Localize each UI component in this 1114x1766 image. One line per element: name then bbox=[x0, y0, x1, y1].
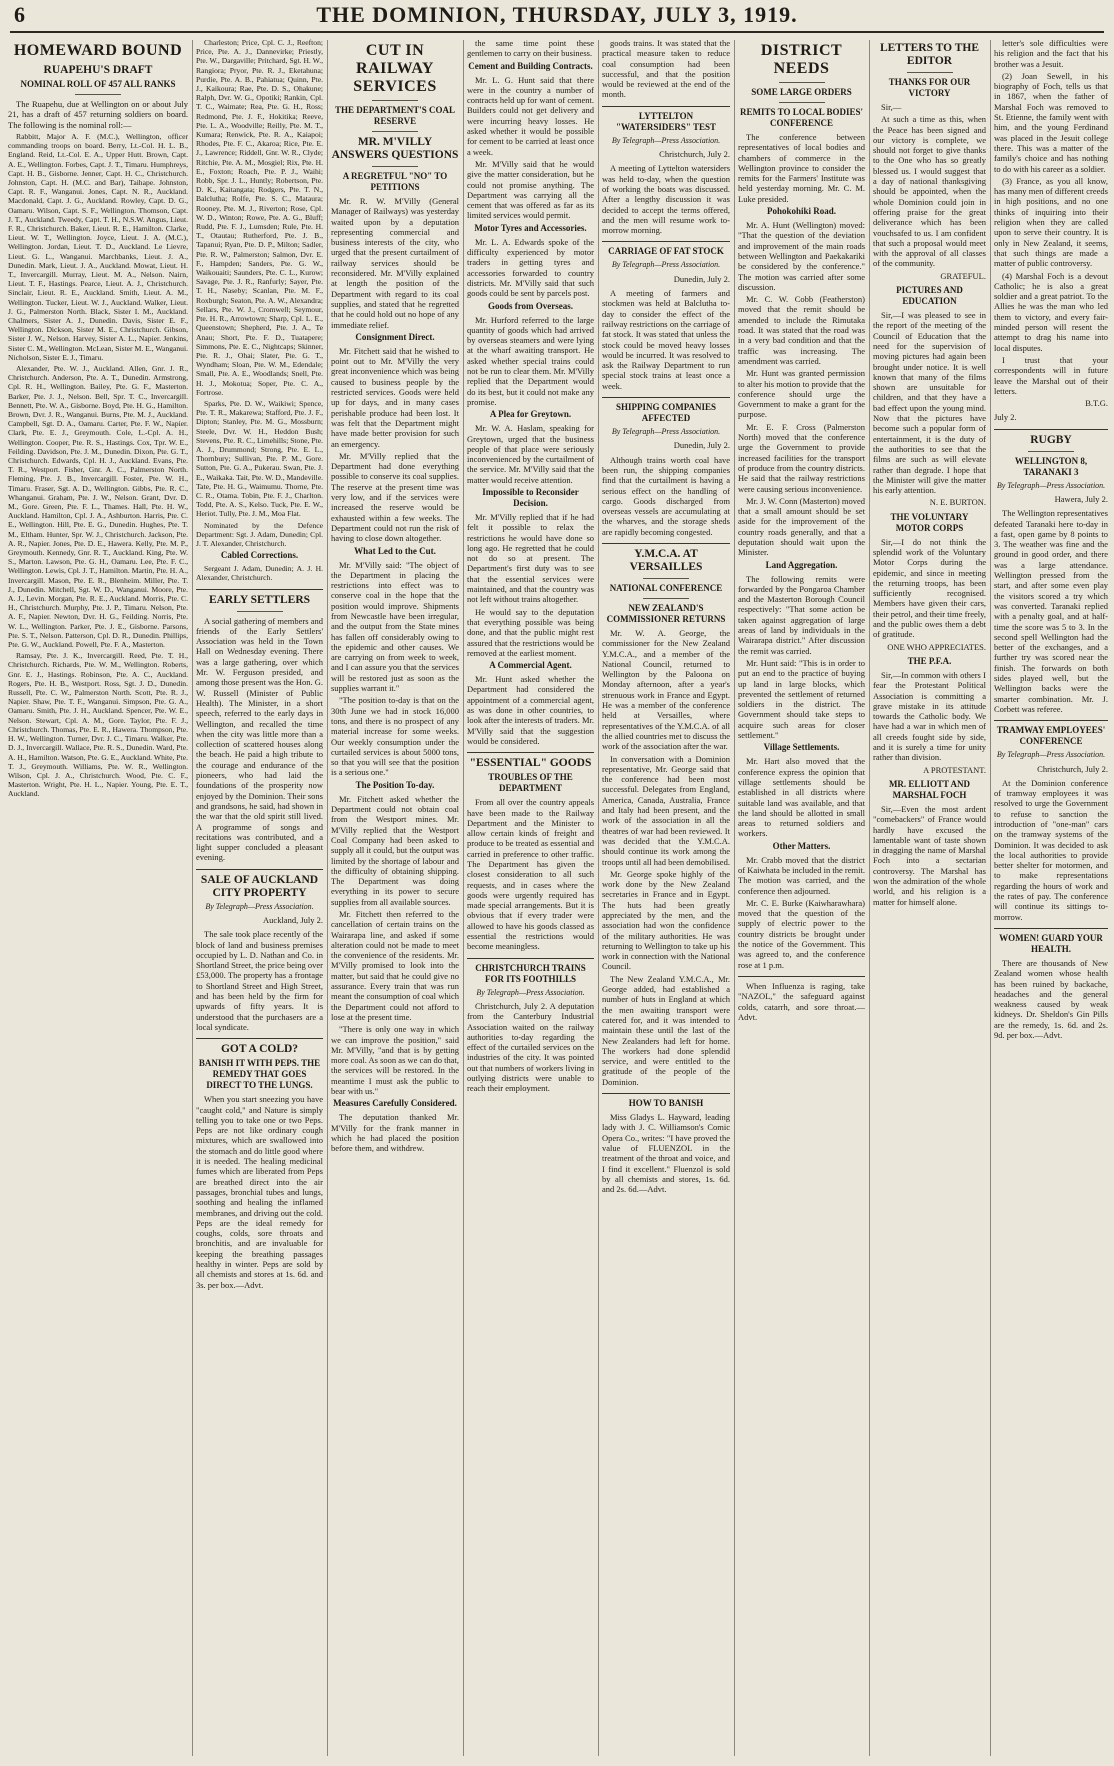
article-headline: EARLY SETTLERS bbox=[208, 593, 311, 606]
article-paragraph: Mr. Hurford referred to the large quantity of goods which had arrived by overseas steamers and were lying at the wharf awaiting transport. He asked whether special trains could not be run to clear them. Mr. M'Villy replied that the Department would do its best, but it could not make any promise. bbox=[467, 314, 594, 407]
article-paragraph: Mr. L. A. Edwards spoke of the difficulty experienced by motor traders in getting tyres and accessories forwarded to country districts. Mr. M'Villy said that such goods could be sent by parcels post. bbox=[467, 236, 594, 299]
article-headline: HOMEWARD BOUND bbox=[13, 42, 183, 59]
article-paragraph: Mr. Hunt was granted permission to alter his motion to provide that the conference should urge the Government to make a grant for the purpose. bbox=[738, 368, 865, 420]
separator bbox=[779, 82, 825, 83]
column-rule bbox=[463, 40, 464, 1756]
separator bbox=[1028, 451, 1074, 452]
letter-body: (2) Joan Sewell, in his biography of Foch, tells us that in 1867, when the father of Marshal Foch was removed to St. Etienne, the family went with him, and the young Ferdinand was placed in the Jesuit college there. This was a matter of the family's choice and has nothing to do with his career as a soldier. bbox=[994, 70, 1108, 174]
nominal-roll: Alexander, Pte. W. J., Auckland. Allen, Gnr. J. R., Christchurch. Anderson, Pte. A. T., Dunedin. Armstrong, Cpl. R. H., Wellington. Bailey, Pte. G. F., Masterton. Barker, Pte. J. J., Nelson. Bell, Spr. T. C., Invercargill. Bennett, Pte. W. A., Gisborne. Boyd, Pte. H. G., Hamilton. Brown, Dvr. J. R., Wanganui. Burns, Pte. M. J., Auckland. Campbell, Sgt. D. A., Oamaru. Carter, Pte. F. W., Napier. Clark, Pte. E. J., Greymouth. Cole, L.-Cpl. A. H., Wellington. Cooper, Pte. R. S., Hastings. Cox, Tpr. W. E., Feilding. Davidson, Pte. J. M., Dunedin. Dixon, Pte. G. T., Christchurch. Edwards, Cpl. H. J., Auckland. Evans, Pte. T. R., Westport. Fisher, Gnr. A. C., Palmerston North. Fleming, Pte. J. B., Invercargill. Foster, Pte. W. H., Timaru. Fraser, Sgt. A. D., Wellington. Gibbs, Pte. R. C., Whanganui. Graham, Pte. J. W., Nelson. Grant, Dvr. D. M., Gore. Green, Pte. F. L., Thames. Hall, Pte. H. W., Auckland. Hamilton, Cpl. J. A., Ashburton. Harris, Pte. C. E., Wellington. Hill, Pte. E. G., Dunedin. Hughes, Pte. T. M., Eltham. Hunter, Spr. W. J., Christchurch. Jackson, Pte. A. R., Napier. Jones, Pte. D. E., Hawera. Kelly, Pte. M. P., Greymouth. Kennedy, Gnr. R. T., Auckland. King, Pte. W. S., Marton. Lawson, Pte. G. H., Oamaru. Lee, Pte. F. C., Wellington. Lewis, Cpl. J. T., Hamilton. Martin, Pte. H. A., Invercargill. Mason, Pte. E. R., Blenheim. Miller, Pte. T. J., Dunedin. Mitchell, Sgt. W. D., Wanganui. Moore, Pte. A. J., Levin. Morgan, Pte. R. E., Auckland. Morris, Pte. C. H., Christchurch. Murphy, Pte. J. P., Timaru. Nelson, Pte. A. F., Napier. Newton, Dvr. H. G., Feilding. Norris, Pte. W. L., Wellington. Parker, Pte. J. E., Gisborne. Parsons, Pte. S. T., Nelson. Patterson, Cpl. D. R., Dunedin. Phillips, Pte. G. W., Auckland. Powell, Pte. F. A., Masterton. bbox=[8, 363, 188, 650]
article-subheadline: MR. M'VILLY ANSWERS QUESTIONS bbox=[331, 136, 459, 161]
article-paragraph: Mr. Fitchett asked whether the Department could not obtain coal from the Westport mines. Mr. M'Villy replied that the Westport Coal Company had been asked to supply all it could, but the output was limited by the shortage of labour and the difficulty of obtaining shipping. The Department was doing everything in its power to secure supplies from all available sources. bbox=[331, 793, 459, 907]
article-subheadline: A REGRETFUL "NO" TO PETITIONS bbox=[342, 171, 448, 192]
separator bbox=[75, 94, 121, 95]
article-headline: "ESSENTIAL" GOODS bbox=[469, 757, 592, 770]
letter-heading: THE VOLUNTARY MOTOR CORPS bbox=[890, 511, 969, 533]
article-headline: SALE OF AUCKLAND CITY PROPERTY bbox=[200, 873, 319, 899]
column-6 bbox=[738, 38, 865, 1760]
letter-signature: GRATEFUL. bbox=[940, 270, 986, 281]
nominal-roll: Nominated by the Defence Department: Sgt. J. Adam, Dunedin; Cpl. J. T. Alexander, Christchurch. bbox=[196, 520, 323, 548]
advert-body: When Influenza is raging, take "NAZOL," the safeguard against colds, catarrh, and sore throat.—Advt. bbox=[738, 980, 865, 1022]
letter-body: (4) Marshal Foch is a devout Catholic; he is also a great soldier and a great patriot. To the Allies he was the man who led them to victory, and every fair-minded person will resent the attempt to drag his name into local disputes. bbox=[994, 270, 1108, 353]
separator bbox=[994, 928, 1108, 929]
section-heading: Land Aggregation. bbox=[765, 559, 838, 570]
article-paragraph: "The position to-day is that on the 30th June we had in stock 16,000 tons, and there is no prospect of any material increase for some weeks. Our weekly consumption under the curtailed services is about 5000 tons, so that you will see that the position is a serious one." bbox=[331, 695, 459, 778]
article-subheadline: THE DEPARTMENT'S COAL RESERVE bbox=[334, 105, 456, 126]
separator bbox=[994, 720, 1108, 721]
masthead bbox=[0, 0, 1114, 34]
column-7 bbox=[873, 38, 986, 1760]
article-paragraph: The sale took place recently of the block of land and business premises occupied by L. D. Nathan and Co. in Shortland Street, the price being over £53,000. The property has a frontage to Shortland Street and High Street, and has been held by the firm for upwards of fifty years. It is understood that the purchasers are a local syndicate. bbox=[196, 929, 323, 1032]
nominal-roll: Sparks, Pte. D. W., Waikiwi; Spence, Pte. T. R., Makarewa; Stafford, Pte. J. F., Dipton; Stanley, Pte. M. G., Mossburn; Steele, Dvr. W. H., Heddon Bush; Stevens, Pte. R. C., Limehills; Stone, Pte. A. J., Drummond; Strong, Pte. E. L., Thornbury; Sullivan, Pte. P. M., Gore. Sutton, Pte. G. A., Pukerau. Swan, Pte. J. E., Waikaka. Tait, Pte. W. D., Mandeville. Tate, Pte. H. G., Waimumu. Thorne, Pte. C. R., Otama. Tobin, Pte. F. J., Charlton. Todd, Pte. A. S., Kelso. Tuck, Pte. E. W., Heriot. Tully, Pte. J. M., Moa Flat. bbox=[196, 398, 323, 519]
dateline: Christchurch, July 2. bbox=[1037, 763, 1108, 774]
column-4 bbox=[467, 38, 594, 1760]
dateline: Christchurch, July 2. bbox=[659, 149, 730, 160]
article-paragraph: Mr. Fitchett then referred to the cancellation of certain trains on the Wairarapa line, and asked if some alteration could not be made to meet the convenience of the residents. Mr. M'Villy promised to look into the matter, but said that he could give no assurance. Every train that was run meant the consumption of coal which the Department could not afford to lose at the present time. bbox=[331, 909, 459, 1022]
separator bbox=[467, 958, 594, 959]
section-heading: Other Matters. bbox=[772, 840, 831, 851]
dateline: Dunedin, July 2. bbox=[673, 440, 730, 451]
article-paragraph: Mr. R. W. M'Villy (General Manager of Railways) was yesterday waited upon by a deputation representing commercial and business interests of the city, who urged that the present curtailment of railway services should be reconsidered. Mr. M'Villy explained at length the position of the Department with regard to its coal supplies, and stated that he regretted that he could hold out no hope of any immediate relief. bbox=[331, 196, 459, 330]
column-2 bbox=[196, 38, 323, 1760]
article-paragraph: Mr. J. W. Conn (Masterton) moved that a small amount should be set aside for the improvement of the country roads generally, and that a deputation should wait upon the Minister. bbox=[738, 495, 865, 558]
section-heading: Cabled Corrections. bbox=[220, 550, 299, 561]
article-paragraph: The Ruapehu, due at Wellington on or about July 21, has a draft of 457 returning soldiers on board. The following is the nominal roll:— bbox=[8, 99, 188, 130]
letter-body: I trust that your correspondents will in future leave the Marshal out of their letters. bbox=[994, 354, 1108, 396]
section-heading: A Commercial Agent. bbox=[489, 660, 572, 671]
separator bbox=[602, 1093, 730, 1094]
article-subheadline: REMITS TO LOCAL BODIES' CONFERENCE bbox=[740, 107, 863, 128]
byline: By Telegraph—Press Association. bbox=[611, 260, 721, 270]
letter-signature: N. E. BURTON. bbox=[929, 497, 986, 508]
separator bbox=[602, 543, 730, 544]
letter-body: (3) France, as you all know, has many men of different creeds in high positions, and no one thinks of inquiring into their religion when they are called upon to serve their country. It is only in New Zealand, it seems, that such things are made a matter of public controversy. bbox=[994, 175, 1108, 269]
advert-body: When you start sneezing you have "caught cold," and Nature is simply telling you to take one or two Peps. Peps are not like ordinary cough mixtures, which are swallowed into the stomach and do little good where it is needed. The healing medicinal fumes which are liberated from Peps are breathed direct into the air passages, bronchial tubes and lungs, soothing and healing the inflamed membranes, and driving out the cold. Peps are the ideal remedy for coughs, colds, sore throats and bronchitis, and are invaluable for keeping the breathing passages healthy in winter. Peps are sold by all chemists and stores at 1s. 6d. and 3s. per box.—Advt. bbox=[196, 1094, 323, 1290]
byline: By Telegraph—Press Association. bbox=[205, 901, 314, 911]
article-paragraph: Mr. Hunt asked whether the Department had considered the appointment of a commercial agent, as was done in other countries, to look after the interests of traders. Mr. M'Villy said that the suggestion would be considered. bbox=[467, 674, 594, 746]
section-heading: Measures Carefully Considered. bbox=[333, 1098, 457, 1109]
letters-heading: LETTERS TO THE EDITOR bbox=[879, 42, 980, 67]
byline: By Telegraph—Press Association. bbox=[611, 427, 721, 437]
section-heading: Goods from Overseas. bbox=[487, 300, 574, 311]
column-rule bbox=[598, 40, 599, 1756]
article-headline: TRAMWAY EMPLOYEES' CONFERENCE bbox=[996, 725, 1106, 747]
letter-body: Sir,—I was pleased to see in the report of the meeting of the Council of Education that the need for the supervision of moving pictures had again been brought under notice. It is well known that many of the films shown are unsuitable for children, and that they have a bad effect upon the young mind. Now that the pictures have become such a popular form of entertainment, it is the duty of the authorities to see that the films are such as will elevate rather than degrade. I hope that the Minister will give the matter his early attention. bbox=[873, 310, 986, 496]
dateline: Dunedin, July 2. bbox=[673, 273, 730, 284]
dateline: Auckland, July 2. bbox=[263, 915, 323, 925]
advert-body: Miss Gladys L. Hayward, leading lady with J. C. Williamson's Comic Opera Co., writes: "I have proved the value of FLUENZOL in the treatment of the throat and voice, and I find it excellent." Fluenzol is sold by all chemists and stores, 1s. 6d. and 2s. 6d.—Advt. bbox=[602, 1112, 730, 1195]
column-rule bbox=[327, 40, 328, 1756]
article-paragraph: Mr. C. W. Cobb (Featherston) moved that the remit should be amended to include the Rimutaka road. It was stated that the road was in a very bad condition and that the traffic was increasing. The amendment was carried. bbox=[738, 294, 865, 366]
letter-body: Sir,—Even the most ardent "comebackers" of France would hardly have excused the lamentable want of taste shown in dragging the name of Marshal Foch into a sectarian controversy. The Marshal has won the admiration of the whole world, and his religion is a matter for himself alone. bbox=[873, 803, 986, 907]
section-heading: Village Settlements. bbox=[763, 742, 840, 753]
letter-heading: THANKS FOR OUR VICTORY bbox=[888, 77, 971, 98]
article-subheadline: NEW ZEALAND'S COMMISSIONER RETURNS bbox=[606, 602, 726, 624]
letter-signature: ONE WHO APPRECIATES. bbox=[887, 641, 986, 652]
article-paragraph: Mr. A. Hunt (Wellington) moved: "That the question of the deviation and improvement of the main roads between Wellington and Paekakariki be considered by the conference." The motion was carried after some discussion. bbox=[738, 220, 865, 292]
advert-headline: WOMEN! GUARD YOUR HEALTH. bbox=[999, 932, 1103, 954]
article-headline: CARRIAGE OF FAT STOCK bbox=[608, 246, 724, 257]
nominal-roll: Rabbitt, Major A. F. (M.C.), Wellington, officer commanding troops on board. Berry, Lt.-Col. H. L. B., England. Reid, Lt.-Col. E. A., Upper Hutt. Brown, Capt. A. E., Wellington. Forbes, Capt. J. T., Timaru. Humphreys, Capt. H. B., Gisborne. Jenner, Capt. H. C., Christchurch. Johnston, Capt. H. (M.C. and Bar), Taihape. Johnston, Capt. R. F., Wanganui. Jones, Capt. N. R., Auckland. Macdonald, Capt. J. G., Auckland. Rowley, Capt. D. G., Oamaru. Wilson, Capt. S. F., Wellington. Thomson, Capt. J. T., Auckland. Tweedy, Capt. T. H., N.S.W. Angus, Lieut. F. R., Christchurch. Baker, Lieut. R. E., Hamilton. Clarke, Lieut. W. T., Wellington. Joyce, Lieut. J. A. (M.C.), Wellington. Jordan, Lieut. T. D., Auckland. Le Lievre, Lieut. G. L., Wanganui. Marchbanks, Lieut. J. A., Dunedin. Mark, Lieut. J. A., Auckland. Mowat, Lieut. H. T., Invercargill. Murray, Lieut. M. A., Nelson. Nairn, Lieut. T. F., Hastings. Pearce, Lieut. A. J., Christchurch. Sinclair, Lieut. R. E., Auckland. Smith, Lieut. A. M., Wellington. Tucker, Lieut. W. J., Auckland. Walker, Lieut. J. G., Palmerston North. Black, Sister I. M., Auckland. Chalmers, Sister A. J., Dunedin. Davis, Sister E. F., Wellington. Dickson, Sister M. E., Christchurch. Gibson, Sister J. W., Nelson. Harvey, Sister A. L., Napier. Jenkins, Sister C. M., Wellington. McLean, Sister M. E., Wanganui. Nicholson, Sister E. J., Timaru. bbox=[8, 131, 188, 362]
article-subheadline: RUAPEHU'S DRAFT bbox=[43, 64, 153, 76]
column-5 bbox=[602, 38, 730, 1760]
section-heading: A Plea for Greytown. bbox=[489, 409, 572, 420]
article-paragraph: A social gathering of members and friends of the Early Settlers' Association was held in the Town Hall on Wednesday evening. There was a large gathering, over which Mr. W. Ferguson presided, and among those present was the Hon. G. W. Russell (Minister of Public Health). The Minister, in a short speech, referred to the early days in Wellington, and recalled the time when the city was little more than a collection of scattered houses along the beach. He paid a high tribute to the courage and endurance of the pioneers, who had laid the foundations of the prosperity now enjoyed by the Dominion. Their sons and grandsons, he said, had shown in the war that the old spirit still lived. A programme of songs and recitations was contributed, and a light supper concluded a pleasant evening. bbox=[196, 615, 323, 863]
article-headline: Y.M.C.A. AT VERSAILLES bbox=[629, 547, 703, 573]
article-paragraph: Mr. C. E. Burke (Kaiwharawhara) moved that the question of the supply of electric power to the country districts be brought under the notice of the Government. This was agreed to, and the conference rose at 1 p.m. bbox=[738, 897, 865, 970]
separator bbox=[994, 429, 1108, 430]
letter-salutation: Sir,— bbox=[881, 102, 902, 112]
article-paragraph: A meeting of Lyttelton watersiders was held to-day, when the question of working the boats was discussed. After a lengthy discussion it was decided to accept the terms offered, and the men will resume work to-morrow morning. bbox=[602, 163, 730, 236]
page-number: 6 bbox=[14, 2, 25, 27]
column-rule bbox=[192, 40, 193, 1756]
article-paragraph: Mr. M'Villy said that he would give the matter consideration, but he could not promise anything. The Department was carrying all the cement that was offered as far as its limited services would permit. bbox=[467, 158, 594, 221]
article-paragraph: Mr. M'Villy said: "The object of the Department in placing the restrictions into effect was to conserve coal in the hope that the position would improve. Shipments from Newcastle have been irregular, and the output from the State mines has fallen off considerably owing to the epidemic and other causes. We are carrying on from week to week, and I can assure you that the services will be restored just as soon as the supplies warrant it." bbox=[331, 559, 459, 694]
column-8 bbox=[994, 38, 1108, 1760]
separator bbox=[643, 598, 689, 599]
nominal-roll: Charleston; Price, Cpl. C. J., Reefton; Price, Pte. A. J., Dannevirke; Priestly, Pte. W., Dargaville; Pritchard, Sgt. H. W., Rangiora; Pryor, Pte. R. J., Eketahuna; Purdie, Pte. A. B., Pahiatua; Quinn, Pte. J., Kaikoura; Rae, Pte. D. S., Ohakune; Ralph, Dvr. W. G., Opotiki; Rankin, Cpl. T. C., Waimate; Rea, Pte. G. H., Ross; Redmond, Pte. J. F., Hokitika; Reeve, Pte. L. A., Woodville; Reilly, Pte. M. T., Kumara; Renwick, Pte. R. A., Kaiapoi; Rhodes, Pte. F. C., Akaroa; Rice, Pte. E. J., Lawrence; Riddell, Gnr. W. R., Clyde; Ritchie, Pte. A. M., Mosgiel; Rix, Pte. H. E., Foxton; Roach, Pte. P. J., Waihi; Robb, Spr. J. L., Huntly; Robertson, Pte. D. K., Kaitangata; Rodgers, Pte. T. N., Balclutha; Rolfe, Pte. S. C., Mataura; Rooney, Pte. M. J., Riverton; Rose, Cpl. W. D., Winton; Rowe, Pte. A. G., Bluff; Rudd, Pte. F. J., Lumsden; Rule, Pte. H. T., Otautau; Rutherford, Pte. J. B., Tapanui; Ryan, Pte. D. P., Milton; Sadler, Pte. R. W., Palmerston; Salmon, Dvr. E. F., Hampden; Sanders, Pte. G. W., Waikouaiti; Saunders, Pte. C. L., Kurow; Savage, Pte. J. R., Ranfurly; Sayer, Pte. T. H., Naseby; Scanlan, Pte. M. F., Roxburgh; Seaton, Pte. A. W., Alexandra; Sellars, Pte. W. J., Cromwell; Seymour, Pte. H. R., Arrowtown; Sharp, Cpl. L. E., Queenstown; Shepherd, Pte. J. A., Te Anau; Short, Pte. F. D., Tuatapere; Simmons, Pte. E. C., Nightcaps; Skinner, Pte. R. J., Ohai; Slater, Pte. G. T., Wyndham; Sloan, Pte. W. M., Edendale; Small, Pte. A. E., Woodlands; Snell, Pte. H. J., Mokotua; Soper, Pte. C. A., Fortrose. bbox=[196, 38, 323, 397]
separator bbox=[602, 241, 730, 242]
article-paragraph: Mr. M'Villy replied that the Department had done everything possible to conserve its coal supplies. The reserve at the present time was very low, and if the services were increased the reserve would be exhausted within a few weeks. The Department could not run the risk of having to close down altogether. bbox=[331, 450, 459, 544]
column-1 bbox=[8, 38, 188, 1760]
nominal-roll: Ramsay, Pte. J. K., Invercargill. Reed, Pte. T. H., Christchurch. Richards, Pte. W. M., Wellington. Roberts, Gnr. E. J., Hastings. Robinson, Pte. A. C., Auckland. Rogers, Pte. H. B., Westport. Ross, Sgt. J. D., Dunedin. Russell, Pte. C. W., Palmerston North. Scott, Pte. R. J., Napier. Shaw, Pte. T. F., Wanganui. Simpson, Pte. G. A., Oamaru. Smith, Pte. J. H., Auckland. Spencer, Pte. W. E., Nelson. Stewart, Cpl. A. M., Gore. Taylor, Pte. F. J., Christchurch. Thomas, Pte. E. R., Hawera. Thompson, Pte. H. W., Wellington. Turner, Dvr. J. C., Timaru. Walker, Pte. D. J., Invercargill. Wallace, Pte. R. S., Dunedin. Ward, Pte. A. H., Hamilton. Watson, Pte. G. E., Auckland. White, Pte. T. J., Greymouth. Williams, Pte. W. R., Wellington. Wilson, Cpl. J. A., Christchurch. Wood, Pte. C. F., Masterton. Wright, Pte. H. L., Napier. Young, Pte. E. T., Auckland. bbox=[8, 651, 188, 799]
byline: By Telegraph—Press Association. bbox=[611, 135, 721, 145]
article-paragraph: Mr. Crabb moved that the district of Kaiwhata be included in the remit. The motion was carried, and the conference then adjourned. bbox=[738, 854, 865, 896]
column-3 bbox=[331, 38, 459, 1760]
section-heading: Consignment Direct. bbox=[355, 331, 435, 342]
section-heading: Cement and Building Contracts. bbox=[468, 60, 593, 71]
article-paragraph: Mr. W. A. Haslam, speaking for Greytown, urged that the business people of that place were seriously inconvenienced by the curtailment of the service. Mr. M'Villy said that the matter would receive attention. bbox=[467, 423, 594, 485]
letter-body: Sir,—I do not think the splendid work of the Voluntary Motor Corps during the epidemic, and since in meeting the returning troops, has been sufficiently recognised. Members have given their cars, their petrol, and their time freely, and the public owes them a debt of gratitude. bbox=[873, 536, 986, 640]
article-headline: SHIPPING COMPANIES AFFECTED bbox=[615, 402, 717, 424]
article-paragraph: Mr. L. G. Hunt said that there were in the country a number of contracts held up for want of cement. Builders could not get delivery and were incurring heavy losses. He asked whether it would be possible for cement to be carried at least once a week. bbox=[467, 74, 594, 157]
article-headline: RUGBY bbox=[1030, 433, 1072, 446]
section-heading: What Led to the Cut. bbox=[354, 545, 436, 556]
separator bbox=[643, 578, 689, 579]
letter-body: letter's sole difficulties were his religion and the fact that his brother was a Jesuit. bbox=[994, 38, 1108, 69]
article-headline: CHRISTCHURCH TRAINS FOR ITS FOOTHILLS bbox=[475, 962, 586, 984]
section-heading: Impossible to Reconsider Decision. bbox=[482, 486, 579, 508]
separator bbox=[467, 752, 594, 753]
separator bbox=[602, 106, 730, 107]
article-paragraph: The Wellington representatives defeated Taranaki here to-day in a fast, open game by 8 points to 3. The weather was fine and the ground in good order, and there was a large attendance. Wellington pressed from the start, and after some even play the visitors scored a try which was converted. Taranaki replied with a penalty goal, and at half-time the score was 5 to 3. In the second spell Wellington had the better of the exchanges, and a further try was scored near the finish. The forwards on both sides played well, but the Wellington backs were the smarter combination. Mr. J. Corbett was referee. bbox=[994, 508, 1108, 714]
article-paragraph: Although trains worth coal have been run, the shipping companies find that the curtailment is having a serious effect on the handling of cargo. Goods discharged from overseas vessels are accumulating at the wharves, and the storage sheds are rapidly becoming congested. bbox=[602, 454, 730, 537]
article-paragraph: Mr. E. F. Cross (Palmerston North) moved that the conference urge the Government to provide increased facilities for the transport of produce from the country districts. He said that the railway restrictions were causing serious inconvenience. bbox=[738, 421, 865, 494]
article-paragraph: The New Zealand Y.M.C.A., Mr. George added, had established a number of huts in England at which the men awaiting transport were catered for, and it was intended to maintain these until the last of the New Zealanders had left for home. The workers had done splendid service, and were entitled to the gratitude of the people of the Dominion. bbox=[602, 973, 730, 1087]
separator bbox=[907, 72, 953, 73]
article-paragraph: Christchurch, July 2. A deputation from the Canterbury Industrial Association waited on the railway authorities to-day regarding the effect of the curtailed services on the industries of the city. It was pointed out that numbers of workers living in outlying districts were unable to reach their employment. bbox=[467, 1000, 594, 1094]
article-paragraph: the same time point these gentlemen to carry on their business. bbox=[467, 38, 594, 59]
column-rule bbox=[869, 40, 870, 1756]
article-subheadline: WELLINGTON 8, TARANAKI 3 bbox=[1014, 455, 1088, 477]
article-paragraph: Mr. Fitchett said that he wished to point out to Mr. M'Villy the very great inconvenience which was being caused to business people by the restricted services. Goods were held up for days, and in many cases perishable produce had been lost. It was felt that the Department might have made better provision for such an emergency. bbox=[331, 345, 459, 449]
article-paragraph: The following remits were forwarded by the Pongaroa Chamber and the Masterton Borough Council respectively: "That some action be taken against aggregation of large areas of land by individuals in the Wairarapa district." After discussion the remit was carried. bbox=[738, 573, 865, 656]
article-subheadline: SOME LARGE ORDERS bbox=[751, 87, 852, 97]
masthead-rule bbox=[10, 31, 1104, 33]
article-headline: CUT IN RAILWAY SERVICES bbox=[353, 42, 437, 95]
separator bbox=[602, 397, 730, 398]
letter-heading: PICTURES AND EDUCATION bbox=[896, 285, 963, 307]
separator bbox=[196, 869, 323, 870]
letter-date: July 2. bbox=[994, 412, 1017, 423]
letter-heading: THE P.F.A. bbox=[907, 655, 952, 666]
article-paragraph: Mr. Hart also moved that the conference express the opinion that village settlements should be established in all districts where suitable land was available, and that the land should be allotted in small areas to returned soldiers and workers. bbox=[738, 756, 865, 839]
separator bbox=[779, 102, 825, 103]
article-paragraph: In conversation with a Dominion representative, Mr. George said that the conference had been most successful. Delegates from England, America, Canada, Australia, France and Italy had been present, and the work of the association in all the theatres of war had been reviewed. It was decided that the Y.M.C.A. should continue its work among the troops until all had been demobilised. bbox=[602, 753, 730, 867]
article-paragraph: Mr. W. A. George, the commissioner for the New Zealand Y.M.C.A., and a member of the National Council, returned to Wellington by the Paloona on Monday afternoon, after a year's strenuous work in France and Egypt. He was a member of the conference held at Versailles, where representatives of the Y.M.C.A. of all the allied countries met to discuss the work of the association after the war. bbox=[602, 627, 730, 752]
letter-body: Sir,—In common with others I fear the Protestant Political Association is committing a grave mistake in its attitude towards the Catholic body. We have had a war in which men of all creeds fought side by side, and it is surely a time for unity rather than division. bbox=[873, 669, 986, 763]
separator bbox=[196, 1038, 323, 1039]
advert-headline: GOT A COLD? bbox=[220, 1043, 299, 1056]
separator bbox=[372, 131, 418, 132]
letter-signature: A PROTESTANT. bbox=[923, 764, 986, 775]
advert-headline: HOW TO BANISH bbox=[628, 1098, 704, 1109]
article-paragraph: At the Dominion conference of tramway employees it was resolved to urge the Government to refuse to sanction the introduction of "one-man" cars on the tramway systems of the Dominion. It was decided to ask the local authorities to provide better shelter for motormen, and to make representations regarding the hours of work and the rates of pay. The conference will continue its sittings to-morrow. bbox=[994, 777, 1108, 922]
article-paragraph: goods trains. It was stated that the practical measure taken to reduce coal consumption had been successful, and that the position would be reviewed at the end of the month. bbox=[602, 38, 730, 100]
article-paragraph: Mr. M'Villy replied that if he had felt it possible to relax the restrictions he would have done so long ago. He regretted that he could not do so at present. The Department's first duty was to see that the essential services were maintained, and that the country was not left without trains altogether. bbox=[467, 511, 594, 605]
dateline: Hawera, July 2. bbox=[1054, 493, 1108, 504]
article-paragraph: Sergeant J. Adam, Dunedin; A. J. H. Alexander, Christchurch. bbox=[196, 564, 323, 583]
byline: By Telegraph—Press Association. bbox=[476, 987, 585, 997]
newspaper-title: THE DOMINION, THURSDAY, JULY 3, 1919. bbox=[316, 2, 798, 27]
separator bbox=[738, 976, 865, 977]
article-subheadline: NOMINAL ROLL OF 457 ALL RANKS bbox=[20, 79, 176, 89]
article-subheadline: TROUBLES OF THE DEPARTMENT bbox=[488, 772, 573, 794]
advert-body: There are thousands of New Zealand women whose health has been ruined by backache, headaches and the general weakness caused by weak kidneys. Dr. Sheldon's Gin Pills are the remedy, 1s. 6d. and 2s. 9d. per box.—Advt. bbox=[994, 957, 1108, 1041]
column-rule bbox=[734, 40, 735, 1756]
separator bbox=[196, 589, 323, 590]
column-rule bbox=[990, 40, 991, 1756]
byline: By Telegraph—Press Association. bbox=[996, 480, 1106, 490]
separator bbox=[237, 611, 283, 612]
letter-signature: B.T.G. bbox=[1085, 398, 1108, 409]
article-paragraph: The deputation thanked Mr. M'Villy for the frank manner in which he had placed the position before them, and withdrew. bbox=[331, 1112, 459, 1154]
separator bbox=[372, 100, 418, 101]
article-paragraph: Mr. Hunt said: "This is in order to put an end to the practice of buying up land in large blocks, which prevented the settlement of returned soldiers in the district. The Government should take steps to acquire such areas for closer settlement." bbox=[738, 657, 865, 741]
advert-subheadline: BANISH IT WITH PEPS. THE REMEDY THAT GOES DIRECT TO THE LUNGS. bbox=[198, 1058, 321, 1091]
section-heading: Pohokohiki Road. bbox=[766, 206, 837, 217]
letter-body: At such a time as this, when the Peace has been signed and our victory is complete, we should not forget to give thanks to the One who has so greatly blessed us. I would suggest that a day of national thanksgiving should be appointed, when the whole Dominion could join in offering praise for the great deliverance which has been vouchsafed to us. I am confident that such a proposal would meet with the approval of all classes of the community. bbox=[873, 114, 986, 269]
article-headline: LYTTELTON "WATERSIDERS" TEST bbox=[616, 110, 716, 132]
separator bbox=[372, 166, 418, 167]
article-paragraph: From all over the country appeals have been made to the Railway Department and the Minister to allow certain kinds of freight and produce to be treated as essential and carried in preference to other traffic. The Department has given the closest consideration to all such requests, and in cases where the goods were urgently required has made special arrangements. But it is obvious that if every trader were allowed to have his goods classed as essential the restrictions would become meaningless. bbox=[467, 797, 594, 952]
article-paragraph: "There is only one way in which we can improve the position," said Mr. M'Villy, "and that is by getting more coal. As soon as we can do that, the services will be restored. In the meantime I must ask the public to bear with us." bbox=[331, 1024, 459, 1097]
section-heading: The Position To-day. bbox=[355, 779, 435, 790]
article-headline: DISTRICT NEEDS bbox=[760, 42, 843, 77]
article-paragraph: The conference between representatives of local bodies and chambers of commerce in the Wellington province to consider the remits for the Farmers' Institute was held yesterday morning. Mr. C. M. Luke presided. bbox=[738, 132, 865, 204]
article-paragraph: Mr. George spoke highly of the work done by the New Zealand secretaries in France and in Egypt. The huts had been greatly appreciated by the men, and the association had won the confidence of the military authorities. He was returning to Wellington to take up his work in connection with the National Council. bbox=[602, 868, 730, 972]
article-subheadline: NATIONAL CONFERENCE bbox=[609, 582, 723, 593]
byline: By Telegraph—Press Association. bbox=[996, 750, 1106, 760]
article-paragraph: He would say to the deputation that everything possible was being done, and that the public might rest assured that the restrictions would be removed at the earliest moment. bbox=[467, 606, 594, 658]
letter-heading: MR. ELLIOTT AND MARSHAL FOCH bbox=[888, 778, 971, 800]
article-paragraph: A meeting of farmers and stockmen was held at Balclutha to-day to consider the effect of the railway restrictions on the carriage of fat stock. It was stated that unless the stock could be moved heavy losses would be incurred. It was resolved to ask the Railway Department to run special stock trains at least once a week. bbox=[602, 288, 730, 391]
section-heading: Motor Tyres and Accessories. bbox=[474, 222, 587, 233]
